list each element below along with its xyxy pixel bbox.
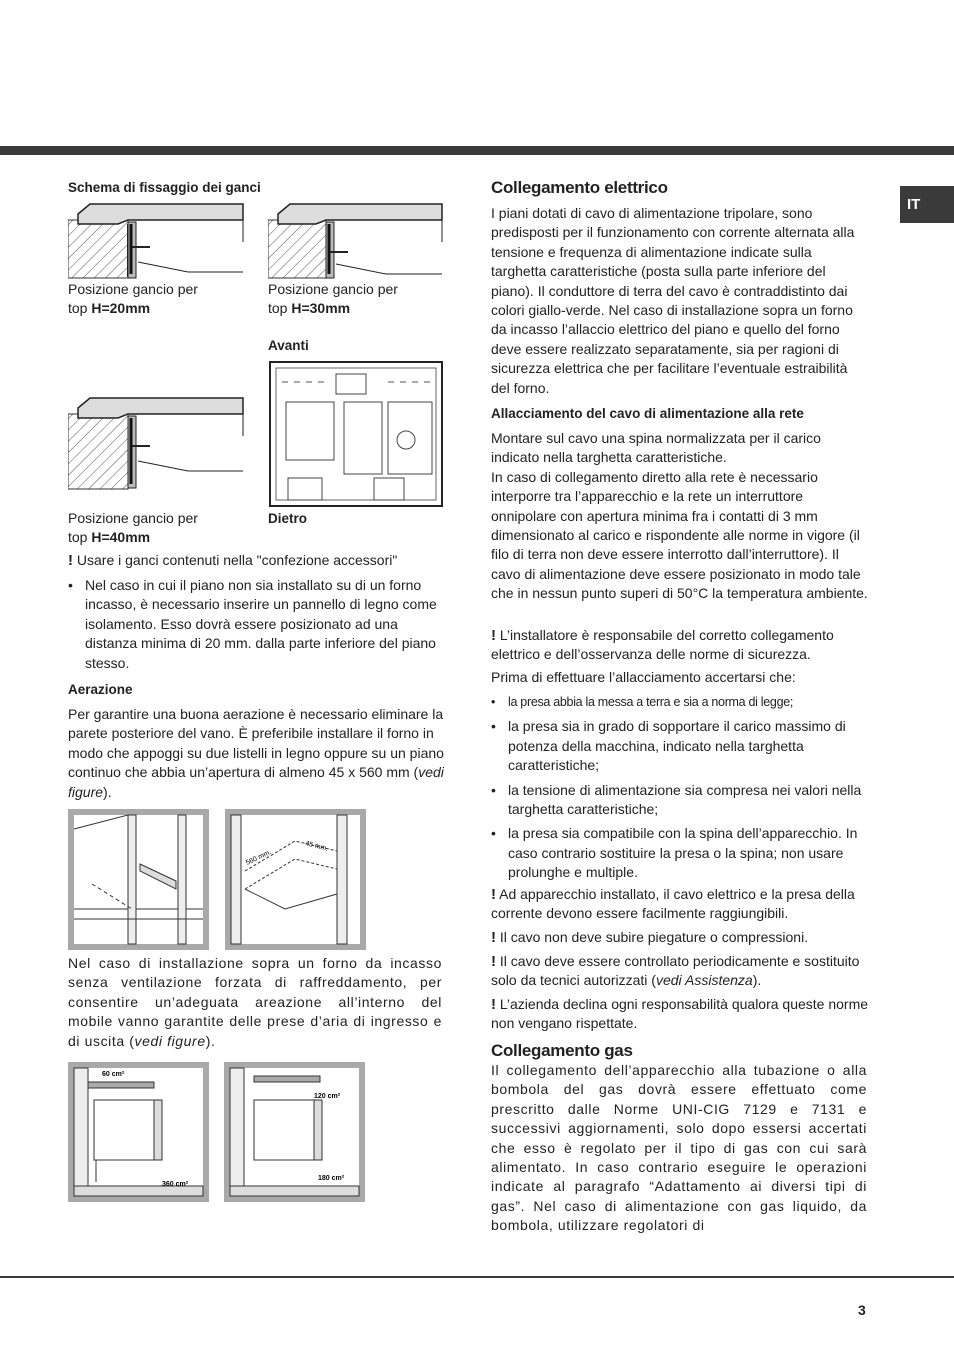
header-bar xyxy=(0,146,954,155)
hooks-note: ! Usare i ganci contenuti nella "confezione accessori" xyxy=(68,552,398,569)
dietro-label: Dietro xyxy=(268,511,308,526)
footer-rule xyxy=(0,1276,954,1278)
vent-120: 120 cm² xyxy=(314,1093,341,1100)
vent-60: 60 cm² xyxy=(102,1071,125,1078)
gas-title: Collegamento gas xyxy=(491,1041,633,1060)
oven-ventilation-text: Nel caso di installazione sopra un forno da incasso senza ventilazione forzata di raffreddamento, per consentire un’adeguata areazione all’interno del mobile vanno garantite delle prese d’aria di ingresso e di uscita (vedi figure). xyxy=(68,955,442,1049)
caption-40mm: Posizione gancio per top H=40mm xyxy=(68,510,198,545)
warning-installer: ! L’installatore è responsabile del corretto collegamento elettrico e dell’osservanza delle norme di sicurezza. xyxy=(491,627,834,663)
hook-figure-30mm xyxy=(268,202,444,280)
avanti-label: Avanti xyxy=(268,338,309,353)
hob-underside-figure xyxy=(268,360,444,508)
list-item: • la presa sia compatibile con la spina dell’apparecchio. In caso contrario sostituire la presa o la spina; non usare prolunghe e multiple. xyxy=(491,824,869,882)
before-connection-text: Prima di effettuare l’allacciamento accertarsi che: xyxy=(491,669,796,685)
oven-figures-link[interactable]: vedi figure xyxy=(134,1032,206,1049)
aeration-text: Per garantire una buona aerazione è necessario eliminare la parete posteriore del vano. È preferibile installare il forno in modo che appoggi su due listelli in legno oppure su un piano continuo che abbia un’apertura di almeno 45 x 560 mm (vedi figure). xyxy=(68,706,444,800)
hooks-title: Schema di fissaggio dei ganci xyxy=(68,180,261,195)
label-45: 45 mm. xyxy=(304,840,329,853)
cabinet-figure-2 xyxy=(225,809,366,950)
list-item: • la presa sia in grado di sopportare il carico massimo di potenza della macchina, indicato nella targhetta caratteristiche; xyxy=(491,717,869,775)
list-item: • la presa abbia la messa a terra e sia a norma di legge; xyxy=(491,693,869,712)
electrical-title: Collegamento elettrico xyxy=(491,178,668,197)
aeration-link[interactable]: vedi figure xyxy=(68,764,444,800)
assistance-link[interactable]: vedi Assistenza xyxy=(655,972,753,989)
hook-figure-20mm xyxy=(68,202,246,280)
gas-text: Il collegamento dell’apparecchio alla tubazione o alla bombola del gas dovrà essere effettuato come prescritto dalle Norme UNI-CIG 7129 e 7131 e successivi aggiornamenti, solo dopo essersi accertati che esso è regolato per il tipo di gas con cui sarà alimentato. In caso contrario eseguire le operazioni indicate al paragrafo “Adattamento ai diversi tipi di gas”. Nel caso di alimentazione con gas liquido, da bombola, utilizzare regolatori di xyxy=(491,1062,867,1234)
cable-title: Allacciamento del cavo di alimentazione alla rete xyxy=(491,406,804,421)
vent-figure-2 xyxy=(224,1062,365,1202)
language-tab[interactable]: IT xyxy=(900,186,954,223)
caption-20mm: Posizione gancio per top H=20mm xyxy=(68,281,198,316)
check-list xyxy=(491,693,869,888)
list-item: • la tensione di alimentazione sia compresa nei valori nella targhetta caratteristiche; xyxy=(491,781,869,820)
warning-bending: ! Il cavo non deve subire piegature o compressioni. xyxy=(491,929,809,946)
aeration-title: Aerazione xyxy=(68,682,133,697)
warning-accessible: ! Ad apparecchio installato, il cavo elettrico e la presa della corrente devono essere facilmente raggiungibili. xyxy=(491,886,855,922)
page-number: 3 xyxy=(858,1302,866,1318)
label-560: 560 mm. xyxy=(244,848,273,867)
vent-180: 180 cm² xyxy=(318,1175,345,1182)
vent-360: 360 cm² xyxy=(162,1181,189,1188)
vent-figure-1 xyxy=(68,1062,209,1202)
warning-check: ! Il cavo deve essere controllato periodicamente e sostituito solo da tecnici autorizzati (vedi Assistenza). xyxy=(491,953,860,989)
caption-30mm: Posizione gancio per top H=30mm xyxy=(268,281,398,316)
hook-figure-40mm xyxy=(68,396,246,491)
cable-text: Montare sul cavo una spina normalizzata per il carico indicato nella targhetta caratteristiche. In caso di collegamento diretto alla rete è necessario interporre tra l’apparecchio e la rete un interruttore onnipolare con apertura minima fra i contatti di 3 mm dimensionato al carico e rispondente alle norme in vigore (il filo di terra non deve essere interrotto dall’interruttore). Il cavo di alimentazione deve essere posizionato in modo tale che in nessun punto superi di 50°C la temperatura ambiente. xyxy=(491,430,868,602)
cabinet-figure-1 xyxy=(68,809,209,950)
warning-liability: ! L’azienda declina ogni responsabilità qualora queste norme non vengano rispettate. xyxy=(491,996,869,1032)
insulation-bullet: • Nel caso in cui il piano non sia installato su di un forno incasso, è necessario inserire un pannello di legno come isolamento. Esso dovrà essere posizionato ad una distanza minima di 20 mm. dalla parte inferiore del piano stesso. xyxy=(68,576,443,678)
electrical-text: I piani dotati di cavo di alimentazione tripolare, sono predisposti per il funzionamento con corrente alternata alla tensione e frequenza di alimentazione indicate sulla targhetta caratteristiche (posta sulla parte inferiore del piano). Il conduttore di terra del cavo è contraddistinto dai colori giallo-verde. Nel caso di installazione sopra un forno da incasso l’allaccio elettrico del piano e quello del forno deve essere realizzato separatamente, sia per ragioni di sicurezza elettrica che per facilitare l’eventuale estraibilità del forno. xyxy=(491,205,855,396)
